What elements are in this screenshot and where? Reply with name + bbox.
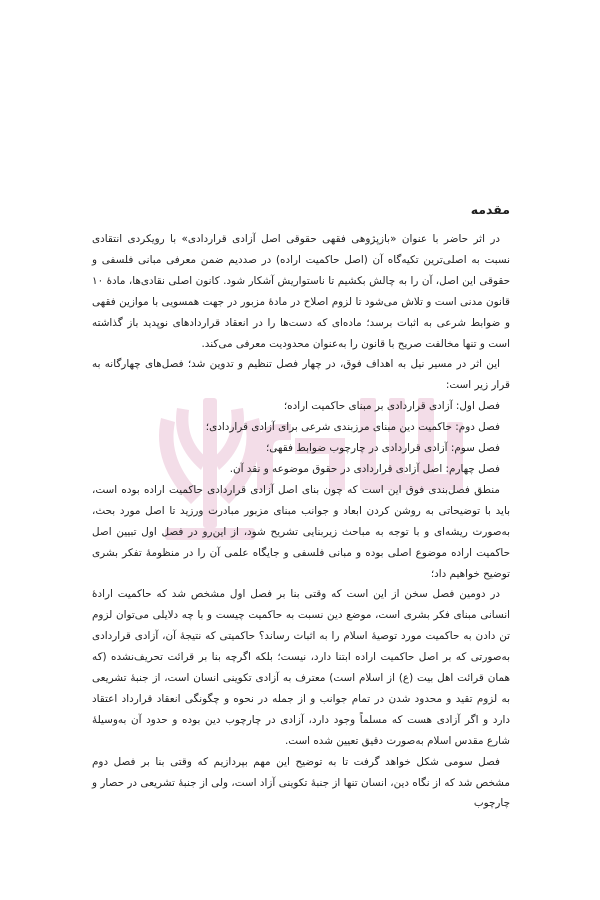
paragraph: در اثر حاضر با عنوان «بازپژوهی فقهی حقوقی اصل آزادی قراردادی» با رویکردی انتقادی نسبت به اصلی‌ترین تکیه‌گاه آن (اصل حاکمیت اراده) در صددیم ضمن معرفی مبانی فلسفی و حقوقی این اصل، آن را به چالش بکشیم تا ناستواریش آشکار شود. کانون اصلی نقادی‌ها، مادهٔ ۱۰ قانون مدنی است و تلاش می‌شود تا لزوم اصلاح در مادهٔ مزبور در جهت همسویی با موازین فقهی و ضوابط شرعی به اثبات برسد؛ ماده‌ای که دست‌ها را در انعقاد قراردادهای نوپدید باز گذاشته است و تنها مخالفت صریح با قانون را به‌عنوان محدودیت معرفی می‌کند. [92,233,510,350]
chapter-item: فصل چهارم: اصل آزادی قراردادی در حقوق موضوعه و نقد آن. [229,462,500,475]
paragraph: این اثر در مسیر نیل به اهداف فوق، در چهار فصل تنظیم و تدوین شد؛ فصل‌های چهارگانه به قرار زیر است: [92,358,510,392]
paragraph: فصل سومی شکل خواهد گرفت تا به توضیح این مهم بپردازیم که وقتی بنا بر فصل دوم مشخص شد که از نگاه دین، انسان تنها از جنبهٔ تکوینی آزاد است، ولی از جنبهٔ تشریعی در حصار و چارچوب [92,755,510,810]
main-text [92,200,510,814]
chapter-list [92,396,510,480]
chapter-item: فصل اول: آزادی قراردادی بر مبنای حاکمیت اراده؛ [283,400,500,413]
section-heading: مقدمه [470,202,510,217]
chapter-item: فصل دوم: حاکمیت دین مبنای مرزبندی شرعی برای آزادی قراردادی؛ [205,421,500,434]
chapter-item: فصل سوم: آزادی قراردادی در چارچوب ضوابط فقهی؛ [265,442,500,455]
paragraph: در دومین فصل سخن از این است که وقتی بنا بر فصل اول مشخص شد که حاکمیت ارادهٔ انسانی مبنای فکر بشری است، موضع دین نسبت به حاکمیت چیست و با چه دلایلی می‌توان لزوم تن دادن به حاکمیت مورد توصیهٔ اسلام را به اثبات رساند؟ حاکمیتی که نتیجهٔ آن، آزادی قراردادی به‌صورتی که بر اصل حاکمیت اراده ابتنا دارد، نیست؛ بلکه اگرچه بنا بر قرائت تحریف‌نشده (که همان قرائت اهل بیت (ع) از اسلام است) معترف به آزادی تکوینی انسان است، از جنبهٔ تشریعی به لزوم تقید و محدود شدن در تمام جوانب و از جمله در نحوه و چگونگی انعقاد قرارداد اعتقاد دارد و اگر آزادی هست که مسلماً وجود دارد، آزادی در چارچوب دین بوده و حدود آن به‌وسیلهٔ شارع مقدس اسلام به‌صورت دقیق تعیین شده است. [92,588,510,747]
paragraph: منطق فصل‌بندی فوق این است که چون بنای اصل آزادی قراردادی حاکمیت اراده بوده است، باید با توضیحاتی به روشن کردن ابعاد و جوانب مبنای مزبور مبادرت ورزید تا اصل مورد بحث، به‌صورت ریشه‌ای و با توجه به مباحث زیربنایی تشریح شود، از این‌رو در فصل اول تبیین اصل حاکمیت اراده موضوع اصلی بوده و مبانی فلسفی و جایگاه علمی آن را در منظومهٔ تفکر بشری توضیح خواهیم داد؛ [92,483,510,580]
